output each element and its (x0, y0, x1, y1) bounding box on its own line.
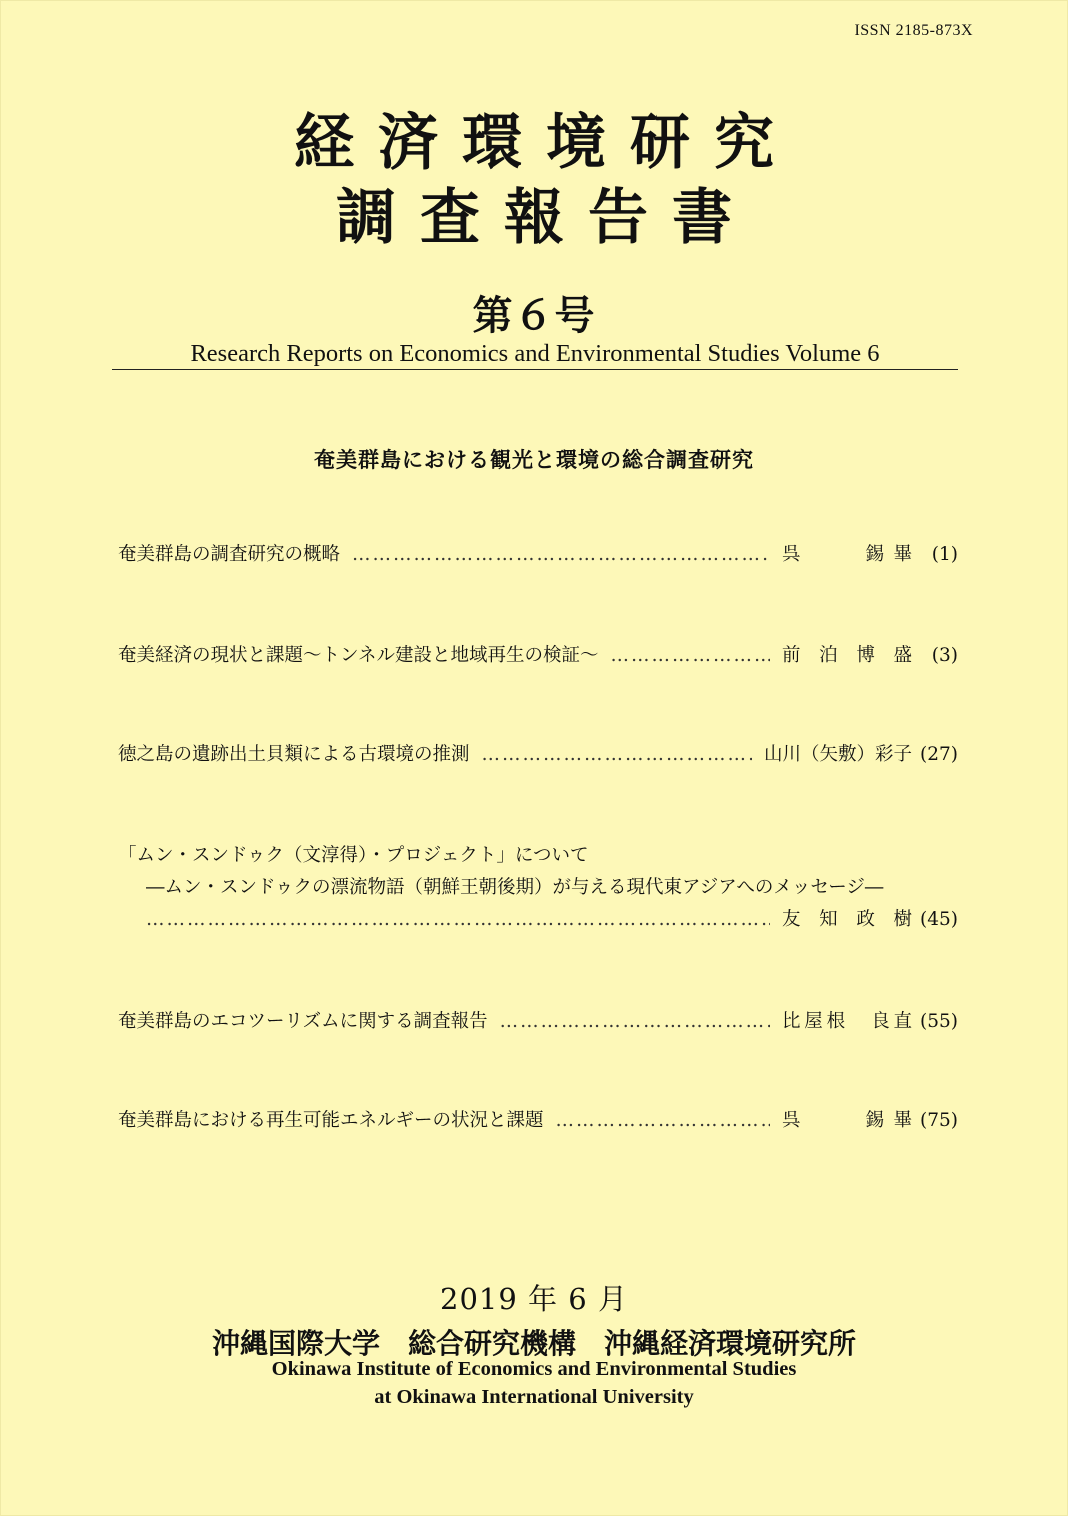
toc-page: (27) (920, 744, 958, 765)
publisher-english-line-1: Okinawa Institute of Economics and Environmental Studies (271, 1358, 797, 1380)
toc-entry[interactable] (118, 1007, 958, 1033)
toc-author: 比屋根 良直 (782, 1011, 912, 1032)
issue-theme: 奄美群島における観光と環境の総合調査研究 (314, 447, 754, 472)
toc-page: (75) (920, 1110, 958, 1131)
toc-author: 前泊博盛 (782, 645, 912, 666)
toc-leader-dots (482, 744, 752, 765)
toc-author: 友知政樹 (782, 909, 912, 930)
toc-title: 奄美経済の現状と課題～トンネル建設と地域再生の検証～ (118, 645, 599, 666)
toc-leader-dots (556, 1110, 770, 1131)
toc-title: 奄美群島における再生可能エネルギーの状況と課題 (118, 1110, 544, 1131)
toc-author: 山川（矢敷）彩子 (763, 744, 912, 765)
toc-page: (3) (931, 645, 958, 666)
publisher-english-line-2: at Okinawa International University (374, 1386, 694, 1408)
english-title: Research Reports on Economics and Environmental Studies Volume 6 (190, 340, 880, 367)
title-line-1: 経済環境研究 (294, 108, 798, 178)
toc-author: 呉 錫畢 (782, 544, 912, 565)
toc-title: 奄美群島のエコツーリズムに関する調査報告 (118, 1011, 488, 1032)
toc-entry[interactable] (118, 740, 958, 766)
issn-number: ISSN 2185-873X (854, 22, 973, 39)
toc-author: 呉 錫畢 (782, 1110, 912, 1131)
toc-leader-dots (352, 544, 770, 565)
publication-date: 2019 年 6 月 (440, 1282, 628, 1316)
title-line-2: 調査報告書 (336, 183, 756, 253)
toc-title: 「ムン・スンドゥク（文淳得）・プロジェクト」について (118, 845, 589, 866)
toc-leader-dots (610, 645, 770, 666)
toc-entry[interactable] (118, 1106, 958, 1132)
toc-page: (55) (920, 1011, 958, 1032)
toc-title: 奄美群島の調査研究の概略 (118, 544, 341, 565)
toc-page: (45) (920, 909, 958, 930)
toc-leader-dots (500, 1011, 770, 1032)
toc-entry[interactable] (118, 841, 958, 931)
toc-title: 徳之島の遺跡出土貝類による古環境の推測 (118, 744, 470, 765)
toc-entry[interactable] (118, 641, 958, 667)
toc-entry[interactable] (118, 540, 958, 566)
toc-leader-dots (146, 909, 770, 930)
toc-subtitle: ―ムン・スンドゥクの漂流物語（朝鮮王朝後期）が与える現代東アジアへのメッセージ― (146, 877, 884, 898)
volume-number: 第６号 (472, 292, 596, 339)
title-divider (112, 369, 958, 370)
toc-page: (1) (931, 544, 958, 565)
publisher-japanese: 沖縄国際大学 総合研究機構 沖縄経済環境研究所 (211, 1327, 856, 1360)
